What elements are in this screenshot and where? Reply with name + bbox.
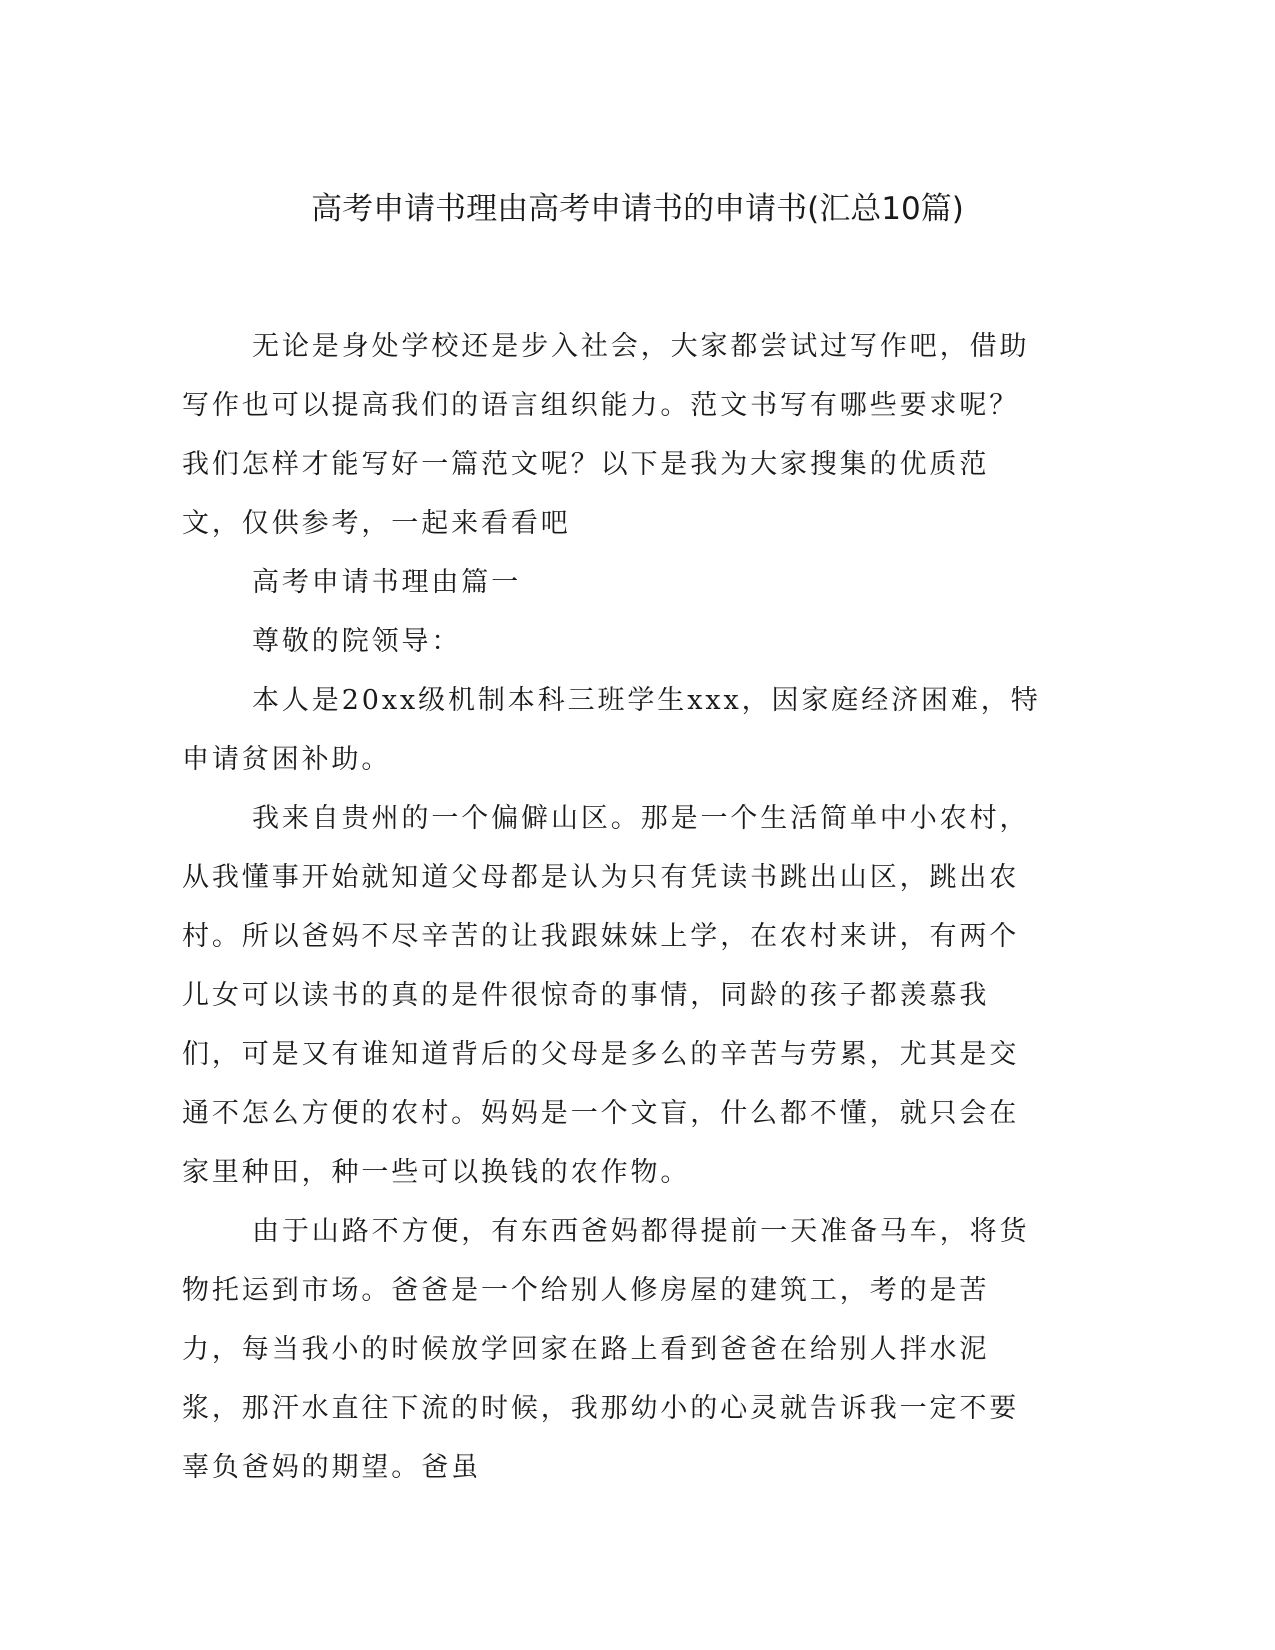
document-body <box>182 317 1042 1497</box>
paragraph: 由于山路不方便，有东西爸妈都得提前一天准备马车，将货物托运到市场。爸爸是一个给别人修房屋的建筑工，考的是苦力，每当我小的时候放学回家在路上看到爸爸在给别人拌水泥浆，那汗水直往下流的时候，我那幼小的心灵就告诉我一定不要辜负爸妈的期望。爸虽 <box>182 1216 1030 1483</box>
salutation: 尊敬的院领导： <box>252 626 462 657</box>
section-heading: 高考申请书理由篇一 <box>252 567 522 598</box>
paragraph: 本人是20xx级机制本科三班学生xxx，因家庭经济困难，特申请贫困补助。 <box>182 685 1041 775</box>
paragraph: 我来自贵州的一个偏僻山区。那是一个生活简单中小农村，从我懂事开始就知道父母都是认为只有凭读书跳出山区，跳出农村。所以爸妈不尽辛苦的让我跟妹妹上学，在农村来讲，有两个儿女可以读书的真的是件很惊奇的事情，同龄的孩子都羡慕我们，可是又有谁知道背后的父母是多么的辛苦与劳累，尤其是交通不怎么方便的农村。妈妈是一个文盲，什么都不懂，就只会在家里种田，种一些可以换钱的农作物。 <box>182 803 1030 1188</box>
document-title: 高考申请书理由高考申请书的申请书(汇总10篇) <box>311 191 964 227</box>
paragraph-intro: 无论是身处学校还是步入社会，大家都尝试过写作吧，借助写作也可以提高我们的语言组织能力。范文书写有哪些要求呢？我们怎样才能写好一篇范文呢？以下是我为大家搜集的优质范文，仅供参考，一起来看看吧 <box>182 331 1030 539</box>
